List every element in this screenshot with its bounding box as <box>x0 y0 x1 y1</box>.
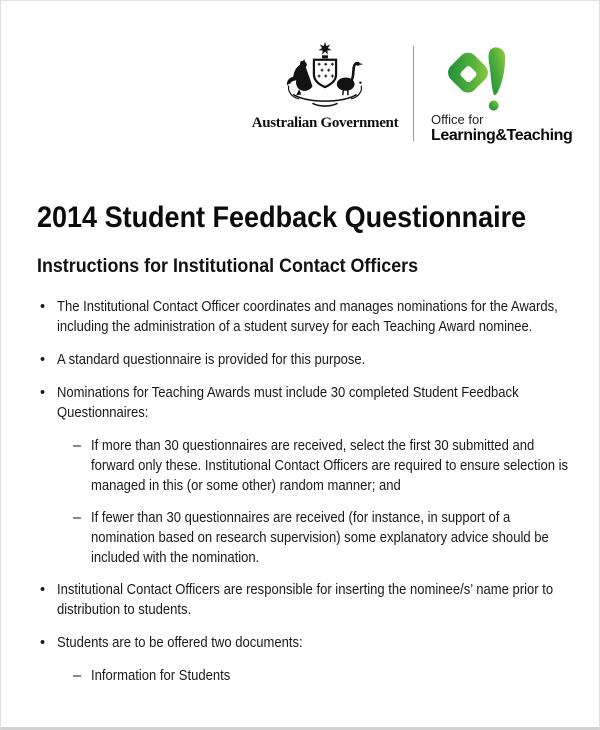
emu-beak <box>359 63 363 65</box>
kangaroo-foot <box>296 89 301 95</box>
olt-logo <box>431 41 573 145</box>
sub-bullet-text: Information for Students <box>91 667 231 684</box>
bullet-text: Students are to be offered two documents: <box>57 634 303 651</box>
australian-government-logo <box>249 41 401 132</box>
bullet-text: A standard questionnaire is provided for this purpose. <box>57 351 366 368</box>
olt-speech-mark-icon <box>441 44 515 112</box>
bullet-marker: • <box>40 351 46 368</box>
bullet-text: Institutional Contact Officers are responsible for inserting the nominee/s’ name prior to distribution to students. <box>57 581 554 618</box>
commonwealth-star <box>319 42 332 55</box>
kangaroo-silhouette <box>287 59 312 91</box>
sub-bullet-text: If fewer than 30 questionnaires are received (for instance, in support of a nomination based on research supervision) some explanatory advice should be included with the nomination. <box>91 509 549 566</box>
wattle-spray <box>293 94 357 101</box>
emu-neck <box>352 63 358 80</box>
australian-government-label: Australian Government <box>251 115 399 131</box>
bullet-marker: • <box>40 581 46 598</box>
section-heading: Instructions for Institutional Contact Officers <box>37 256 419 277</box>
instruction-list <box>37 297 599 686</box>
coat-of-arms-icon <box>277 41 373 111</box>
bullet-marker: • <box>40 384 46 401</box>
bullet-text: The Institutional Contact Officer coordinates and manages nominations for the Awards, including the administration of a student survey for each Teaching Award nominee. <box>57 298 558 335</box>
dash-marker: – <box>73 509 82 526</box>
bullet-text: Nominations for Teaching Awards must include 30 completed Student Feedback Questionnaires: <box>57 384 519 421</box>
dash-marker: – <box>73 437 82 454</box>
olt-quote-mark <box>489 47 506 95</box>
sub-list-item <box>70 666 599 686</box>
document-body <box>1 203 599 686</box>
olt-office-for-label: Office for <box>431 112 484 127</box>
dash-marker: – <box>73 667 82 684</box>
header <box>1 1 599 153</box>
header-divider <box>413 46 414 141</box>
page-title: 2014 Student Feedback Questionnaire <box>37 201 527 234</box>
list-item <box>37 383 599 423</box>
bullet-marker: • <box>40 298 46 315</box>
crest-base <box>322 55 328 58</box>
sub-list-item <box>70 436 599 496</box>
scroll <box>312 103 337 106</box>
bullet-marker: • <box>40 634 46 651</box>
olt-dot <box>489 101 499 111</box>
sub-bullet-text: If more than 30 questionnaires are received, select the first 30 submitted and forward only these. Institutional Contact Officers are required to ensure selection is managed in this (or some other) random manner; and <box>91 437 569 494</box>
list-item <box>37 350 599 370</box>
list-item <box>37 580 599 620</box>
olt-learning-teaching-label: Learning&Teaching <box>431 127 573 144</box>
list-item <box>37 297 599 337</box>
list-item <box>37 633 599 653</box>
sub-list-item <box>70 508 599 568</box>
